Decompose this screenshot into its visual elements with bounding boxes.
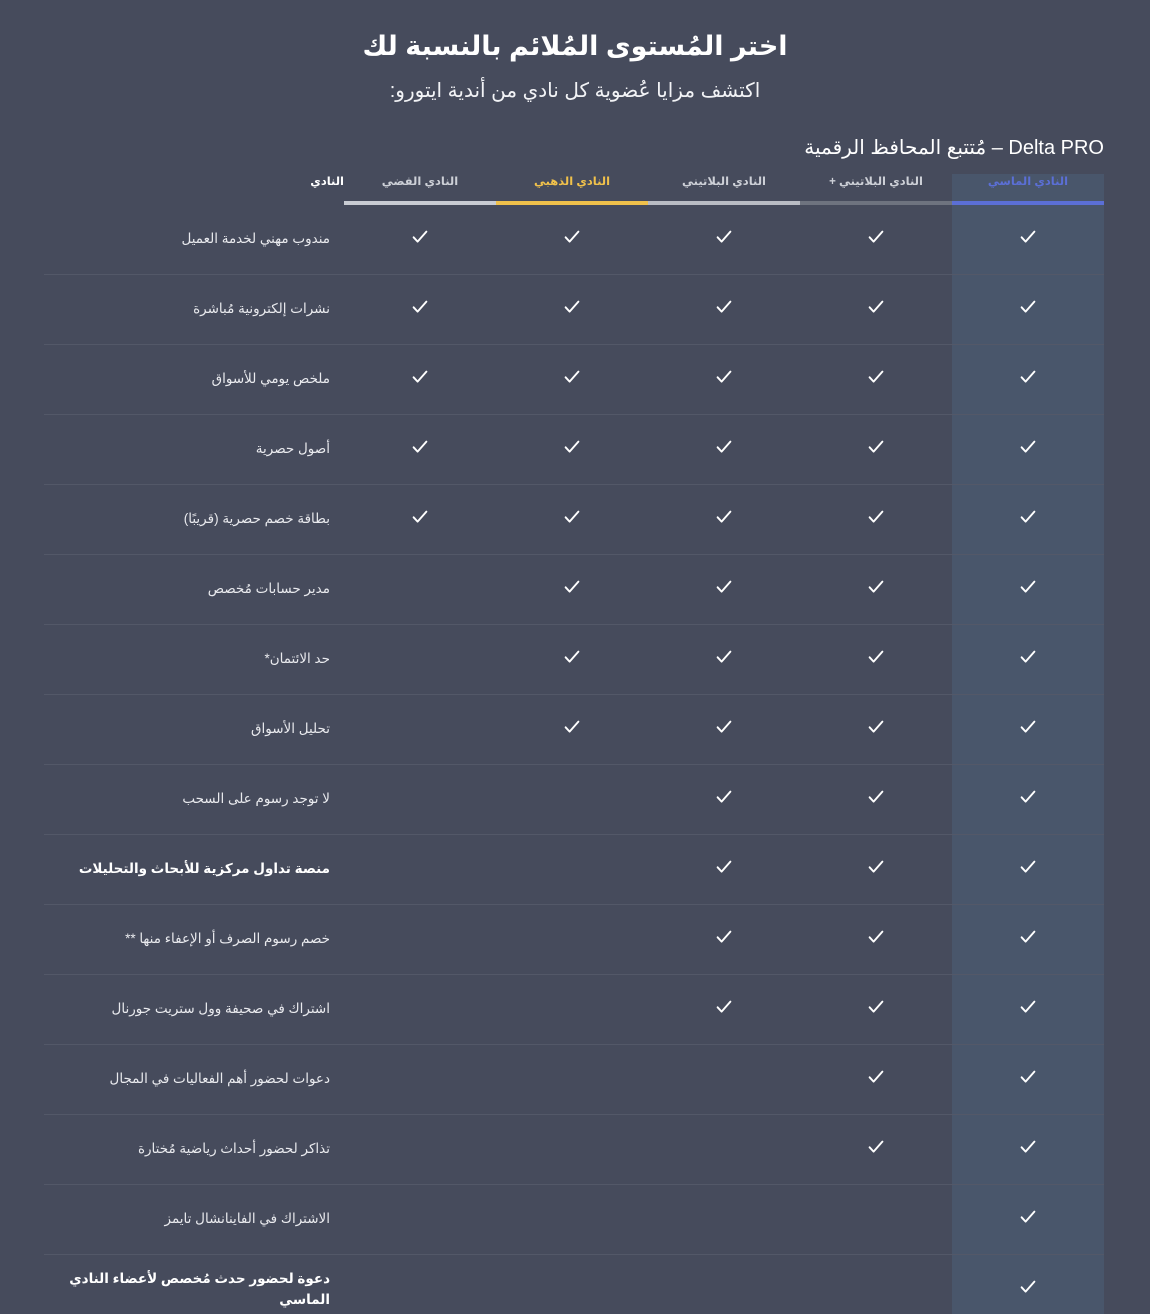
tier-header-silver[interactable]: النادي الفضي xyxy=(381,175,459,188)
feature-check-platinum-plus xyxy=(800,485,952,555)
check-icon xyxy=(1019,228,1037,246)
empty-marker xyxy=(496,799,648,800)
feature-check-platinum xyxy=(648,905,800,975)
empty-marker xyxy=(648,1289,800,1290)
check-icon xyxy=(715,298,733,316)
table-head xyxy=(44,174,1104,205)
feature-check-platinum xyxy=(648,345,800,415)
feature-check-platinum-plus xyxy=(800,345,952,415)
club-comparison-table xyxy=(44,174,1104,1314)
feature-check-platinum-plus xyxy=(800,1115,952,1185)
empty-marker xyxy=(496,939,648,940)
empty-marker xyxy=(800,1219,952,1220)
feature-label: تذاكر لحضور أحداث رياضية مُختارة xyxy=(44,1115,344,1185)
feature-empty-platinum xyxy=(648,1115,800,1185)
table-row xyxy=(44,1045,1104,1115)
check-icon xyxy=(867,648,885,666)
empty-marker xyxy=(344,1009,496,1010)
check-icon xyxy=(715,648,733,666)
feature-check-silver xyxy=(344,275,496,345)
feature-empty-platinum-plus xyxy=(800,1185,952,1255)
empty-marker xyxy=(344,939,496,940)
table-row xyxy=(44,485,1104,555)
check-icon xyxy=(1019,1208,1037,1226)
table-row xyxy=(44,1115,1104,1185)
feature-column-header: النادي xyxy=(310,175,344,188)
feature-check-gold xyxy=(496,275,648,345)
tier-header-row xyxy=(44,174,1104,201)
table-row xyxy=(44,345,1104,415)
comparison-table-area xyxy=(0,135,1150,1314)
check-icon xyxy=(867,788,885,806)
check-icon xyxy=(1019,1138,1037,1156)
feature-check-diamond xyxy=(952,485,1104,555)
feature-check-platinum xyxy=(648,975,800,1045)
feature-check-platinum-plus xyxy=(800,275,952,345)
feature-empty-silver xyxy=(344,1115,496,1185)
table-row xyxy=(44,905,1104,975)
check-icon xyxy=(1019,858,1037,876)
feature-check-gold xyxy=(496,485,648,555)
product-label: Delta PRO – مُتتبع المحافظ الرقمية xyxy=(804,136,1104,159)
feature-check-silver xyxy=(344,485,496,555)
feature-check-diamond xyxy=(952,1045,1104,1115)
feature-empty-gold xyxy=(496,905,648,975)
check-icon xyxy=(563,718,581,736)
feature-empty-silver xyxy=(344,1045,496,1115)
feature-check-platinum xyxy=(648,555,800,625)
feature-label: مدير حسابات مُخصص xyxy=(44,555,344,625)
feature-empty-gold xyxy=(496,1255,648,1314)
empty-marker xyxy=(344,1149,496,1150)
feature-check-diamond xyxy=(952,205,1104,275)
check-icon xyxy=(411,508,429,526)
check-icon xyxy=(563,438,581,456)
check-icon xyxy=(715,228,733,246)
check-icon xyxy=(867,508,885,526)
feature-empty-platinum xyxy=(648,1185,800,1255)
feature-check-platinum xyxy=(648,765,800,835)
feature-check-platinum-plus xyxy=(800,415,952,485)
feature-check-platinum xyxy=(648,485,800,555)
table-body xyxy=(44,205,1104,1314)
tier-header-diamond[interactable]: النادي الماسي xyxy=(952,174,1104,201)
feature-check-diamond xyxy=(952,1115,1104,1185)
check-icon xyxy=(1019,298,1037,316)
empty-marker xyxy=(344,1289,496,1290)
feature-check-platinum-plus xyxy=(800,555,952,625)
check-icon xyxy=(715,928,733,946)
check-icon xyxy=(1019,998,1037,1016)
feature-label: حد الائتمان* xyxy=(44,625,344,695)
check-icon xyxy=(1019,1068,1037,1086)
table-row xyxy=(44,205,1104,275)
table-row xyxy=(44,975,1104,1045)
feature-empty-platinum xyxy=(648,1045,800,1115)
empty-marker xyxy=(496,1289,648,1290)
feature-empty-silver xyxy=(344,765,496,835)
feature-empty-gold xyxy=(496,1045,648,1115)
feature-check-platinum-plus xyxy=(800,1045,952,1115)
feature-check-diamond xyxy=(952,555,1104,625)
feature-check-platinum-plus xyxy=(800,975,952,1045)
feature-check-platinum-plus xyxy=(800,765,952,835)
check-icon xyxy=(715,998,733,1016)
check-icon xyxy=(1019,578,1037,596)
check-icon xyxy=(867,998,885,1016)
empty-marker xyxy=(496,1149,648,1150)
feature-label: منصة تداول مركزية للأبحاث والتحليلات xyxy=(44,835,344,905)
check-icon xyxy=(411,438,429,456)
feature-check-platinum xyxy=(648,835,800,905)
check-icon xyxy=(867,718,885,736)
check-icon xyxy=(1019,718,1037,736)
check-icon xyxy=(1019,788,1037,806)
empty-marker xyxy=(344,1079,496,1080)
check-icon xyxy=(1019,648,1037,666)
feature-empty-silver xyxy=(344,695,496,765)
feature-check-diamond xyxy=(952,345,1104,415)
empty-marker xyxy=(496,869,648,870)
feature-empty-gold xyxy=(496,975,648,1045)
hero-section xyxy=(0,0,1150,105)
check-icon xyxy=(563,648,581,666)
check-icon xyxy=(1019,928,1037,946)
feature-empty-silver xyxy=(344,625,496,695)
feature-check-gold xyxy=(496,555,648,625)
empty-marker xyxy=(800,1289,952,1290)
empty-marker xyxy=(344,1219,496,1220)
check-icon xyxy=(715,438,733,456)
feature-check-diamond xyxy=(952,975,1104,1045)
feature-check-platinum xyxy=(648,695,800,765)
feature-check-silver xyxy=(344,205,496,275)
check-icon xyxy=(715,578,733,596)
feature-empty-platinum-plus xyxy=(800,1255,952,1314)
feature-label: مندوب مهني لخدمة العميل xyxy=(44,205,344,275)
table-row xyxy=(44,695,1104,765)
check-icon xyxy=(867,858,885,876)
empty-marker xyxy=(648,1219,800,1220)
table-row xyxy=(44,275,1104,345)
feature-check-silver xyxy=(344,415,496,485)
feature-check-platinum xyxy=(648,415,800,485)
empty-marker xyxy=(344,729,496,730)
tier-header-platinum[interactable]: النادي البلاتيني xyxy=(682,175,766,188)
feature-label: الاشتراك في الفاينانشال تايمز xyxy=(44,1185,344,1255)
feature-empty-silver xyxy=(344,835,496,905)
check-icon xyxy=(563,368,581,386)
check-icon xyxy=(563,578,581,596)
check-icon xyxy=(867,578,885,596)
table-row xyxy=(44,765,1104,835)
check-icon xyxy=(563,298,581,316)
feature-check-gold xyxy=(496,625,648,695)
check-icon xyxy=(715,718,733,736)
check-icon xyxy=(1019,508,1037,526)
feature-label: تحليل الأسواق xyxy=(44,695,344,765)
check-icon xyxy=(1019,368,1037,386)
check-icon xyxy=(411,228,429,246)
feature-empty-platinum xyxy=(648,1255,800,1314)
empty-marker xyxy=(496,1079,648,1080)
feature-empty-gold xyxy=(496,765,648,835)
feature-empty-silver xyxy=(344,1185,496,1255)
feature-label: ملخص يومي للأسواق xyxy=(44,345,344,415)
feature-empty-silver xyxy=(344,905,496,975)
feature-check-platinum-plus xyxy=(800,905,952,975)
feature-empty-silver xyxy=(344,1255,496,1314)
check-icon xyxy=(867,228,885,246)
feature-check-diamond xyxy=(952,905,1104,975)
feature-check-platinum xyxy=(648,275,800,345)
feature-check-diamond xyxy=(952,625,1104,695)
tier-header-gold[interactable]: النادي الذهبي xyxy=(533,175,611,188)
check-icon xyxy=(867,298,885,316)
feature-check-diamond xyxy=(952,415,1104,485)
feature-check-silver xyxy=(344,345,496,415)
feature-label: نشرات إلكترونية مُباشرة xyxy=(44,275,344,345)
empty-marker xyxy=(344,589,496,590)
feature-check-platinum-plus xyxy=(800,695,952,765)
check-icon xyxy=(867,928,885,946)
empty-marker xyxy=(496,1009,648,1010)
feature-check-diamond xyxy=(952,695,1104,765)
check-icon xyxy=(715,788,733,806)
feature-check-platinum-plus xyxy=(800,625,952,695)
check-icon xyxy=(867,1068,885,1086)
feature-label: خصم رسوم الصرف أو الإعفاء منها ** xyxy=(44,905,344,975)
table-row xyxy=(44,625,1104,695)
empty-marker xyxy=(648,1079,800,1080)
empty-marker xyxy=(648,1149,800,1150)
feature-check-diamond xyxy=(952,765,1104,835)
feature-label: لا توجد رسوم على السحب xyxy=(44,765,344,835)
feature-check-platinum xyxy=(648,625,800,695)
feature-label: دعوات لحضور أهم الفعاليات في المجال xyxy=(44,1045,344,1115)
feature-check-diamond xyxy=(952,835,1104,905)
table-row xyxy=(44,555,1104,625)
empty-marker xyxy=(344,799,496,800)
check-icon xyxy=(867,368,885,386)
feature-check-gold xyxy=(496,415,648,485)
check-icon xyxy=(563,228,581,246)
feature-empty-gold xyxy=(496,1115,648,1185)
feature-check-platinum-plus xyxy=(800,205,952,275)
feature-label: اشتراك في صحيفة وول ستريت جورنال xyxy=(44,975,344,1045)
check-icon xyxy=(715,858,733,876)
feature-check-diamond xyxy=(952,1255,1104,1314)
table-row xyxy=(44,415,1104,485)
feature-check-gold xyxy=(496,345,648,415)
feature-check-platinum-plus xyxy=(800,835,952,905)
check-icon xyxy=(715,508,733,526)
feature-label: أصول حصرية xyxy=(44,415,344,485)
table-row xyxy=(44,1255,1104,1314)
page-title: اختر المُستوى المُلائم بالنسبة لك xyxy=(362,31,788,61)
check-icon xyxy=(867,438,885,456)
check-icon xyxy=(867,1138,885,1156)
table-row xyxy=(44,835,1104,905)
feature-label: دعوة لحضور حدث مُخصص لأعضاء النادي الماسي xyxy=(44,1255,344,1314)
empty-marker xyxy=(496,1219,648,1220)
feature-empty-silver xyxy=(344,555,496,625)
feature-check-platinum xyxy=(648,205,800,275)
feature-check-diamond xyxy=(952,1185,1104,1255)
feature-check-diamond xyxy=(952,275,1104,345)
check-icon xyxy=(1019,1278,1037,1296)
feature-label: بطاقة خصم حصرية (قريبًا) xyxy=(44,485,344,555)
empty-marker xyxy=(344,659,496,660)
table-row xyxy=(44,1185,1104,1255)
feature-empty-gold xyxy=(496,835,648,905)
check-icon xyxy=(1019,438,1037,456)
feature-check-gold xyxy=(496,695,648,765)
page-subtitle: اكتشف مزايا عُضوية كل نادي من أندية ايتورو: xyxy=(389,79,761,102)
feature-check-gold xyxy=(496,205,648,275)
tier-header-platinum-plus[interactable]: النادي البلاتيني + xyxy=(829,175,923,188)
check-icon xyxy=(715,368,733,386)
check-icon xyxy=(411,298,429,316)
check-icon xyxy=(411,368,429,386)
check-icon xyxy=(563,508,581,526)
empty-marker xyxy=(344,869,496,870)
feature-empty-gold xyxy=(496,1185,648,1255)
feature-empty-silver xyxy=(344,975,496,1045)
